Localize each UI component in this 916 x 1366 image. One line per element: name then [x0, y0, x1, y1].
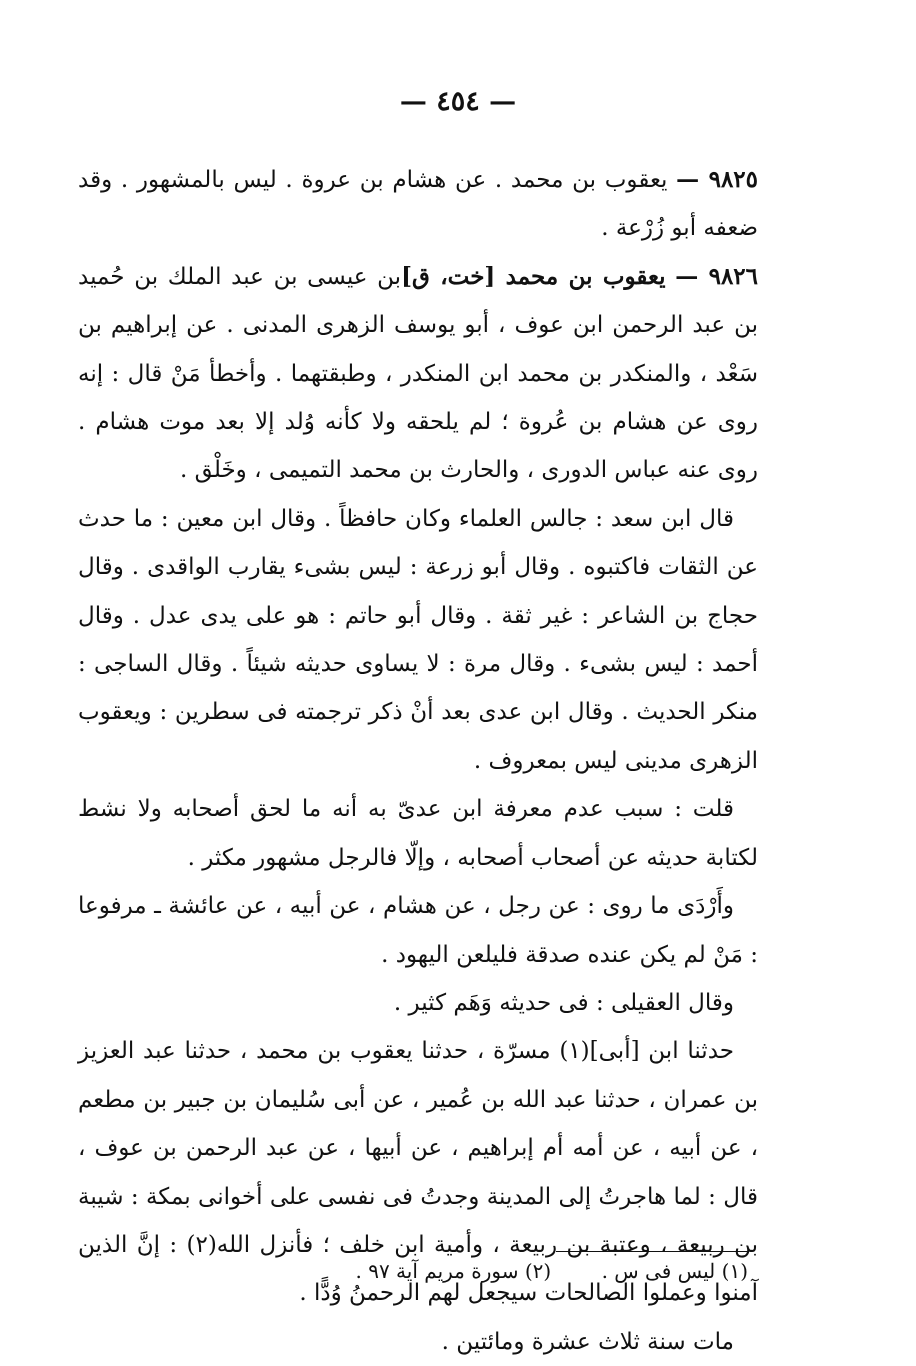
paragraph: قال ابن سعد : جالس العلماء وكان حافظاً . وقال ابن معين : ما حدث عن الثقات فاكتبوه . وقال أبو زرعة : ليس بشىء يقارب الواقدى . وقال حجاج بن الشاعر : غير ثقة . وقال أبو حاتم : هو على يدى عدل . وقال أحمد : ليس بشىء . وقال مرة : لا يساوى حديثه شيئاً . وقال الساجى : منكر الحديث . وقال ابن عدى بعد أنْ ذكر ترجمته فى سطرين : ويعقوب الزهرى مدينى ليس بمعروف . — [78, 505, 759, 774]
entry-heading: يعقوب بن محمد [خت، ق] — [401, 262, 666, 290]
paragraph: قلت : سبب عدم معرفة ابن عدىّ به أنه ما لحق أصحابه ولا نشط لكتابة حديثه عن أصحاب أصحابه ، وإلّا فالرجل مشهور مكثر . — [78, 796, 758, 871]
entry-number: ٩٨٢٦ — — [675, 262, 759, 290]
entry-text: يعقوب بن محمد . عن هشام بن عروة . ليس بالمشهور . وقد ضعفه أبو زُرْعة . — [78, 167, 758, 242]
entry-9825 — [78, 156, 758, 253]
entry-text: بن عيسى بن عبد الملك بن حُميد بن عبد الرحمن ابن عوف ، أبو يوسف الزهرى المدنى . عن إبراهيم بن سَعْد ، والمنكدر بن محمد ابن المنكدر ، وطبقتهما . وأخطأ مَنْ قال : إنه روى عن هشام بن عُروة ؛ لم يلحقه ولا كأنه وُلد إلا بعد موت هشام . روى عنه عباس الدورى ، والحارث بن محمد التميمى ، وخَلْق . — [78, 263, 758, 484]
page-number: — ٤٥٤ — — [399, 86, 517, 117]
paragraph: وقال العقيلى : فى حديثه وَهَم كثير . — [393, 989, 734, 1016]
page-body — [78, 156, 758, 1366]
footnote-2: (٢) سورة مريم آية ٩٧ . — [355, 1259, 552, 1283]
entry-number: ٩٨٢٥ — — [676, 166, 759, 193]
entry-9826 — [78, 253, 758, 495]
paragraph: حدثنا ابن [أبى](١) مسرّة ، حدثنا يعقوب بن محمد ، حدثنا عبد العزيز بن عمران ، حدثنا عبد الله بن عُمير ، عن أبى سُليمان بن جبير بن مطعم ، عن أبيه ، عن أمه أم إبراهيم ، عن أبيها ، عن عبد الرحمن بن عوف ، قال : لما هاجرتُ إلى المدينة وجدتُ فى نفسى على أخوانى بمكة : شيبة بن ربيعة ، وعتبة بن ربيعة ، وأمية ابن خلف ؛ فأنزل الله(٢) : إنَّ الذين آمنوا وعملوا الصالحات سيجعل لهم الرحمنُ وُدًّا . — [78, 1038, 758, 1307]
footnote-divider — [556, 1251, 748, 1252]
paragraph: مات سنة ثلاث عشرة ومائتين . — [441, 1328, 734, 1355]
paragraph: وأَرْدَى ما روى : عن رجل ، عن هشام ، عن أبيه ، عن عائشة ـ مرفوعا : مَنْ لم يكن عنده صدقة فليلعن اليهود . — [78, 893, 758, 968]
footnote-1: (١) ليس فى س . — [601, 1259, 748, 1283]
footnotes — [300, 1256, 748, 1286]
